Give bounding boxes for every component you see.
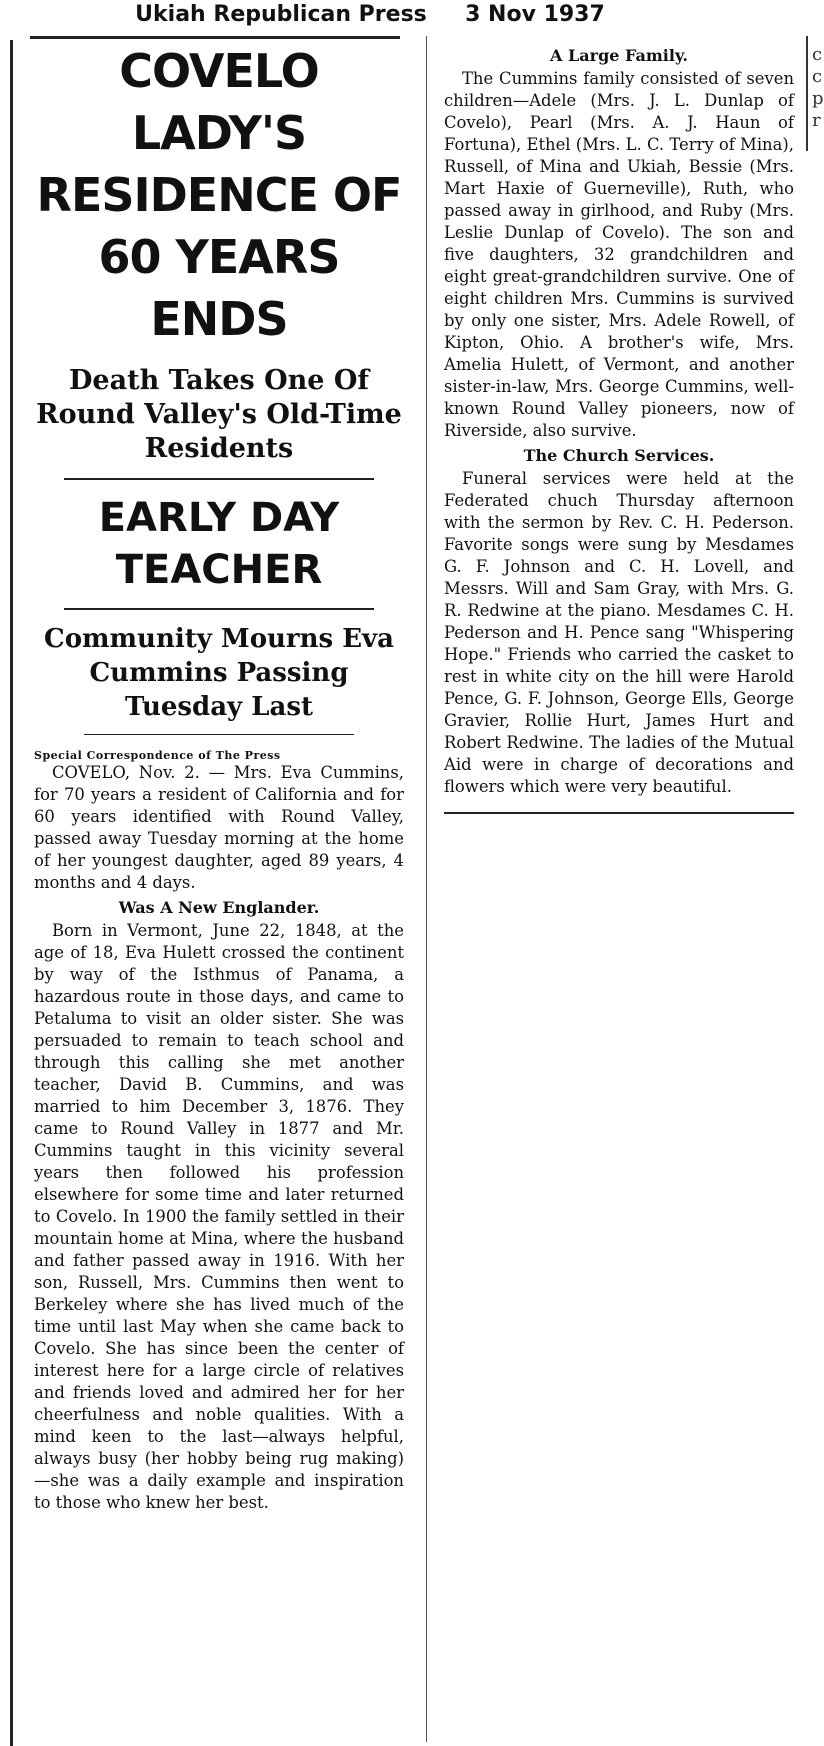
body-paragraph-family: The Cummins family consisted of seven children—Adele (Mrs. J. L. Dunlap of Covelo), Pearl (Mrs. A. J. Haun of Fortuna), Ethel (Mrs. L. C. Terry of Mina), Russell, of Mina and Ukiah, Bessie (Mrs. Mart Haxie of Guerneville), Ruth, who passed away in girlhood, and Ruby (Mrs. Leslie Dunlap of Covelo). The son and five daughters, 32 grandchildren and eight great-grandchildren survive. One of eight children Mrs. Cummins is survived by only one sister, Mrs. Adele Rowell, of Kipton, Ohio. A brother's wife, Mrs. Amelia Hulett, of Vermont, and another sister-in-law, Mrs. George Cummins, well-known Round Valley pioneers, now of Riverside, also survive. — [444, 69, 794, 440]
headline: COVELO LADY'S RESIDENCE OF 60 YEARS ENDS — [36, 44, 402, 346]
byline-credit: Special Correspondence of The Press — [34, 749, 281, 762]
divider — [64, 608, 374, 610]
right-edge-rule — [806, 36, 808, 151]
left-column-rule — [10, 40, 13, 1746]
masthead-paper-name: Ukiah Republican Press — [135, 2, 427, 27]
crosshead-large-family: A Large Family. — [550, 46, 688, 65]
subhead: Death Takes One Of Round Valley's Old-Time Residents — [36, 365, 402, 464]
adjacent-column-fragment: c c p r — [812, 44, 824, 131]
body-paragraph-biography: Born in Vermont, June 22, 1848, at the age of 18, Eva Hulett crossed the continent by way of the Isthmus of Panama, a hazardous route in those days, and came to Petaluma to visit an older sister. She was persuaded to remain to teach school and through this calling she met another teacher, David B. Cummins, and was married to him December 3, 1876. They came to Round Valley in 1877 and Mr. Cummins taught in this vicinity several years then followed his profession elsewhere for some time and later returned to Covelo. In 1900 the family settled in their mountain home at Mina, where the husband and father passed away in 1916. With her son, Russell, Mrs. Cummins then went to Berkeley where she has lived much of the time until last May when she came back to Covelo. She has since been the center of interest here for a large circle of relatives and friends loved and admired her for her cheerfulness and noble qualities. With a mind keen to the last—always helpful, always busy (her hobby being rug making)—she was a daily example and inspiration to those who knew her best. — [34, 921, 404, 1512]
divider — [84, 734, 354, 735]
end-rule — [444, 812, 794, 814]
crosshead-church-services: The Church Services. — [523, 446, 715, 465]
column-divider — [426, 36, 427, 1742]
masthead-date: 3 Nov 1937 — [465, 2, 605, 27]
left-column — [34, 40, 404, 1514]
top-rule — [30, 36, 400, 39]
right-column — [444, 42, 794, 814]
lead-paragraph: COVELO, Nov. 2. — Mrs. Eva Cummins, for 70 years a resident of California and for 60 years identified with Round Valley, passed away Tuesday morning at the home of her youngest daughter, aged 89 years, 4 months and 4 days. — [34, 763, 404, 892]
body-paragraph-services: Funeral services were held at the Federated chuch Thursday afternoon with the sermon by Rev. C. H. Pederson. Favorite songs were sung by Mesdames G. F. Johnson and C. H. Lovell, and Messrs. Will and Sam Gray, with Mrs. G. R. Redwine at the piano. Mesdames C. H. Pederson and H. Pence sang "Whispering Hope." Friends who carried the casket to rest in white city on the hill were Harold Pence, G. F. Johnson, George Ells, George Gravier, Rollie Hurt, James Hurt and Robert Redwine. The ladies of the Mutual Aid were in charge of decorations and flowers which were very beautiful. — [444, 469, 794, 796]
deck-headline: EARLY DAY TEACHER — [98, 495, 340, 593]
masthead — [0, 0, 740, 30]
crosshead-new-englander: Was A New Englander. — [118, 898, 320, 917]
second-deck: Community Mourns Eva Cummins Passing Tuesday Last — [44, 624, 394, 722]
divider — [64, 478, 374, 480]
